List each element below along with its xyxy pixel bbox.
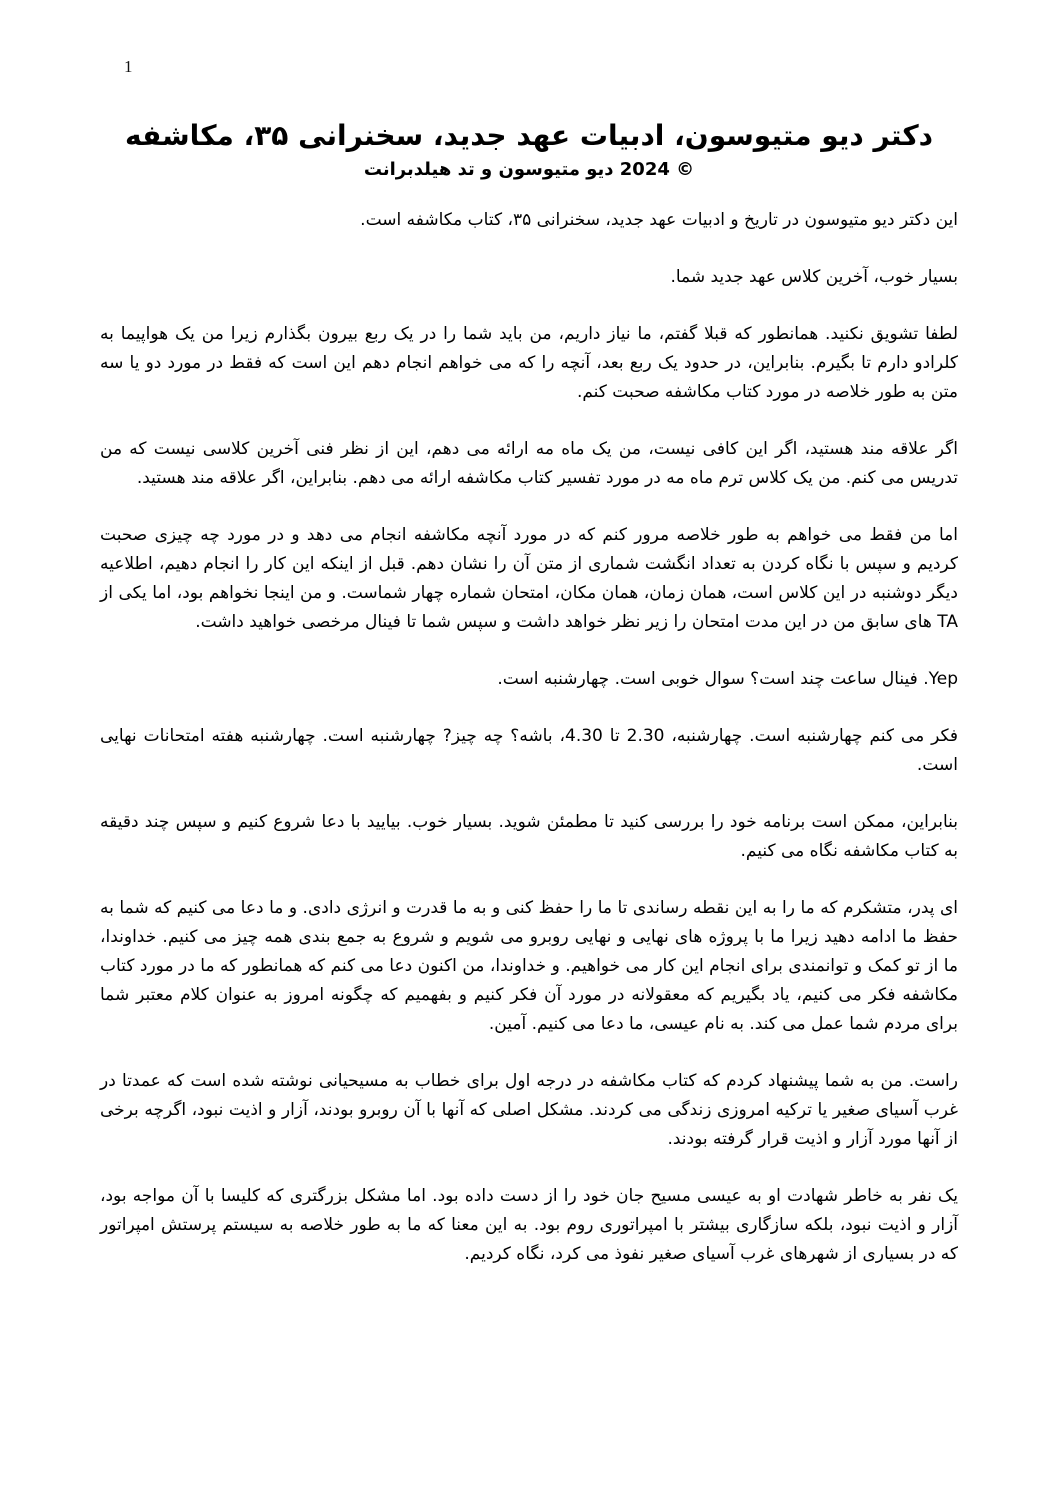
body-paragraph: Yep. فینال ساعت چند است؟ سوال خوبی است. چهارشنبه است. bbox=[497, 669, 958, 690]
body-paragraph: بسیار خوب، آخرین کلاس عهد جدید شما. bbox=[670, 267, 958, 288]
body-paragraph: فکر می کنم چهارشنبه است. چهارشنبه، 2.30 تا 4.30، باشه؟ چه چیز? چهارشنبه است. چهارشنبه هفته امتحانات نهایی است. bbox=[100, 726, 959, 776]
body-paragraph: این دکتر دیو متیوسون در تاریخ و ادبیات عهد جدید، سخنرانی ۳۵، کتاب مکاشفه است. bbox=[360, 210, 958, 231]
body-paragraph: بنابراین، ممکن است برنامه خود را بررسی کنید تا مطمئن شوید. بسیار خوب. بیایید با دعا شروع کنیم و سپس چند دقیقه به کتاب مکاشفه نگاه می کنیم. bbox=[100, 812, 958, 862]
copyright-line: © 2024 دیو متیوسون و تد هیلدبرانت bbox=[363, 159, 695, 181]
body-paragraph: اگر علاقه مند هستید، اگر این کافی نیست، من یک ماه مه ارائه می دهم، این از نظر فنی آخرین کلاسی نیست که من تدریس می کنم. من یک کلاس ترم ماه مه در مورد تفسیر کتاب مکاشفه ارائه می دهم. بنابراین، اگر علاقه مند هستید. bbox=[100, 439, 958, 489]
document-title: دکتر دیو متیوسون، ادبیات عهد جدید، سخنرانی ۳۵، مکاشفه bbox=[125, 119, 933, 152]
body-paragraph: راست. من به شما پیشنهاد کردم که کتاب مکاشفه در درجه اول برای خطاب به مسیحیانی نوشته شده است که عمدتا در غرب آسیای صغیر یا ترکیه امروزی زندگی می کردند. مشکل اصلی که آنها با آن روبرو بودند، آزار و اذیت نبود، اگرچه برخی از آنها مورد آزار و اذیت قرار گرفته بودند. bbox=[100, 1071, 958, 1150]
body-paragraph: لطفا تشویق نکنید. همانطور که قبلا گفتم، ما نیاز داریم، من باید شما را در یک ربع بیرون بگذارم زیرا من یک هواپیما به کلرادو دارم تا بگیرم. بنابراین، در حدود یک ربع بعد، آنچه را که می خواهم انجام دهم این است که فقط در مورد دو یا سه متن به طور خلاصه در مورد کتاب مکاشفه صحبت کنم. bbox=[100, 324, 958, 403]
page-number: 1 bbox=[124, 57, 133, 76]
body-paragraph: یک نفر به خاطر شهادت او به عیسی مسیح جان خود را از دست داده بود. اما مشکل بزرگتری که کلیسا با آن مواجه بود، آزار و اذیت نبود، بلکه سازگاری بیشتر با امپراتوری روم بود. به این معنا که ما به طور خلاصه به سیستم پرستش امپراتور که در بسیاری از شهرهای غرب آسیای صغیر نفوذ می کرد، نگاه کردیم. bbox=[100, 1186, 958, 1265]
body-paragraph: اما من فقط می خواهم به طور خلاصه مرور کنم که در مورد آنچه مکاشفه انجام می دهد و در مورد چه چیزی صحبت کردیم و سپس با نگاه کردن به تعداد انگشت شماری از متن آن را نشان دهم. قبل از اینکه این کار را انجام دهیم، اطلاعیه دیگر دوشنبه در این کلاس است، همان زمان، همان مکان، امتحان شماره چهار شماست. و من اینجا نخواهم بود، اما یکی از TA های سابق من در این مدت امتحان را زیر نظر خواهد داشت و سپس شما تا فینال مرخصی خواهید داشت. bbox=[100, 525, 958, 633]
body-paragraph: ای پدر، متشکرم که ما را به این نقطه رساندی تا ما را حفظ کنی و به ما قدرت و انرژی دادی. و ما دعا می کنیم که شما به حفظ ما ادامه دهید زیرا ما با پروژه های نهایی و نهایی روبرو می شویم و شروع به جمع بندی همه چیز می کنیم. خداوندا، ما از تو کمک و توانمندی برای انجام این کار می خواهیم. و خداوندا، من اکنون دعا می کنم که همانطور که ما در مورد کتاب مکاشفه فکر می کنیم، یاد بگیریم که معقولانه در مورد آن فکر کنیم و بفهمیم که چگونه امروز به عنوان کلام معتبر شما برای مردم شما عمل می کند. به نام عیسی، ما دعا می کنیم. آمین. bbox=[100, 898, 958, 1035]
document-header bbox=[0, 0, 1058, 180]
document-body bbox=[100, 206, 958, 1269]
